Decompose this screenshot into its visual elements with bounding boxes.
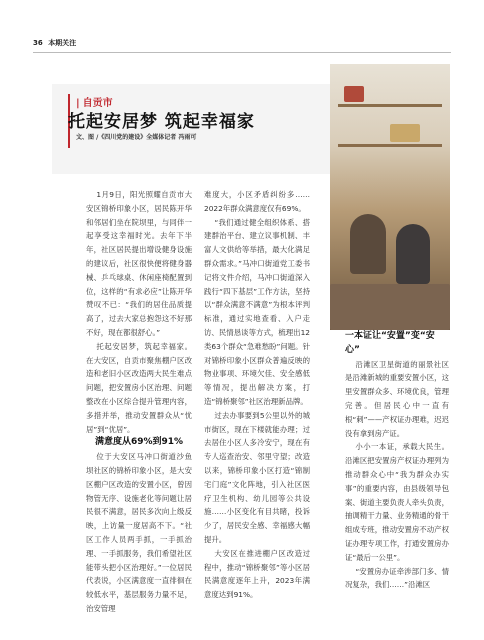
article-title: 托起安居梦 筑起幸福家: [68, 112, 255, 132]
page-number: 36: [33, 39, 43, 47]
subheading: 满意度从69%到91%: [94, 437, 184, 448]
paragraph: 小小一本证，承载大民生。沿滩区把安置房产权证办理列为推动群众心中“我为群众办实事”的重要内容，由县级领导包案、街道主要负责人牵头负责，抽调精干力量、业务精通的骨干组成专班，推动安置房不动产权证办理专项工作，打通安置房办证“最后一公里”。: [345, 442, 449, 562]
column-1: [86, 188, 192, 616]
paragraph: 位于大安区马冲口街道沙鱼坝社区的锦桥印象小区，是大安区棚户区改造的安置小区，曾因物管无序、设施老化等问题让居民很不满意，居民多次向上级反映，上访量一度居高不下。“社区工作人员两手抓，一手抓治理、一手抓服务，我们希望社区能带头把小区治理好。”一位居民代表说，小区满意度一直徘徊在较低水平，基层服务力量不足，治安管理: [86, 452, 192, 613]
subheading: 一本证让“安置”变“安心”: [345, 331, 435, 355]
photo-shelf: [338, 104, 442, 107]
article-byline: 文、图 /《四川党的建设》全媒体记者 冯雨可: [76, 134, 197, 141]
photo-shelf: [338, 144, 442, 147]
paragraph: 过去办事要到5公里以外的城市街区，现在下楼就能办理；过去居住小区人多冷安宁，现在有专人巡查治安、邻里守望；改造以来，锦桥印象小区打造“锦制宅门庭”文化阵地，引入社区医疗卫生机构、幼儿园等公共设施……小区变化有目共睹，投诉少了，居民安全感、幸福感大幅提升。: [204, 410, 310, 544]
section-title: 本期关注: [48, 39, 77, 47]
kicker-bar: |: [76, 98, 80, 109]
paragraph: 1月9日，阳光照耀自贡市大安区锦桥印象小区，居民陈开华和邻居们坐在院坝里，与同伴一起享受这幸福时光。去年下半年，社区居民提出增设健身设施的建议后，社区很快便将健身器械、乒乓球桌、休闲座椅配置到位，这样的“有求必应”让陈开华赞叹不已：“我们的居住品质提高了，过去大家总抱怨这不好那不好，现在都很舒心。”: [86, 190, 192, 337]
paragraph: “我们通过健全组织体系、搭建群治平台、建立议事机制、丰富人文供给等举措，最大化满足群众需求。”马冲口街道党工委书记将文件介绍，马冲口街道深入践行“四下基层”工作方法，坚持以“群众满意不满意”为根本评判标准，通过实地查看、入户走访、民情恳谈等方式，梳理出12类63个群众“急难愁盼”问题。针对锦桥印象小区群众普遍反映的物业事项、环境欠佳、安全感低等情况，提出解决方案，打造“锦桥聚邻”社区治理新品牌。: [204, 217, 310, 406]
column-2: [204, 188, 310, 602]
photo-person: [396, 224, 430, 284]
photo-object: [390, 124, 420, 142]
header-divider: [33, 52, 451, 53]
paragraph: 托起安居梦，筑起幸福家。在大安区，自贡市聚焦棚户区改造和老旧小区改造两大民生难点问题，把安置房小区治理、问题整改在小区综合提升管理内容，多措并举，推动安置群众从“忧居”到“优居”。: [86, 341, 192, 434]
photo-table: [330, 284, 450, 330]
column-3: [345, 330, 449, 592]
paragraph: 大安区在推进棚户区改造过程中，推动“锦桥聚邻”等小区居民满意度逐年上升，2023年满意度达到91%。: [204, 548, 310, 600]
paragraph: 难度大，小区矛盾纠纷多……2022年群众满意度仅有69%。: [204, 190, 310, 213]
kicker-label: 自贡市: [82, 98, 113, 109]
paragraph: 沿滩区卫星街道的丽景社区是沿滩新城的重要安置小区，这里安置群众多、环境优良，管理完善。但居民心中一直有根“刺”——产权证办理难，迟迟没有拿到房产证。: [345, 359, 449, 438]
article-photo: [330, 64, 450, 330]
photo-object: [344, 86, 364, 102]
page-header: [33, 38, 76, 48]
paragraph: “安置房办证牵涉部门多、情况复杂，我们……”沿滩区: [345, 566, 449, 590]
photo-person: [350, 214, 386, 274]
